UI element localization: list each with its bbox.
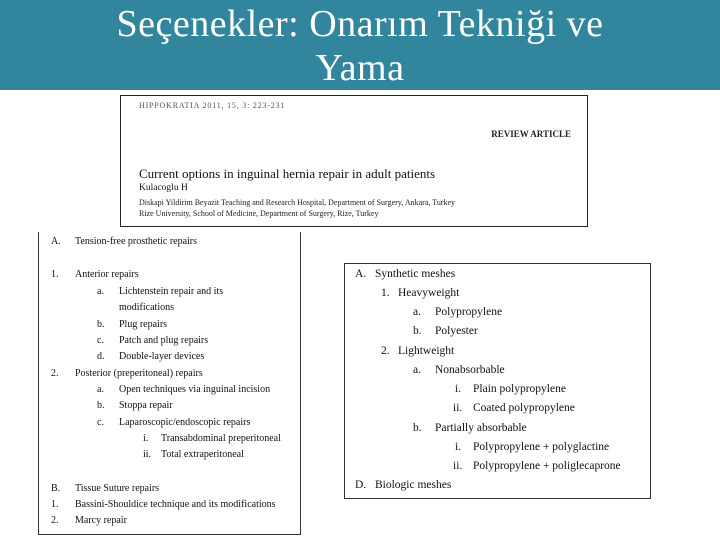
list-number: b. <box>413 422 422 434</box>
list-number: a. <box>413 364 421 376</box>
list-item: Marcy repair <box>75 515 127 526</box>
list-number: ii. <box>453 402 463 414</box>
list-item: Polypropylene + polyglactine <box>473 441 610 453</box>
list-item: Coated polypropylene <box>473 402 575 414</box>
list-item: Heavyweight <box>398 287 460 299</box>
list-item: Open techniques via inguinal incision <box>119 384 271 395</box>
list-item: Polyester <box>435 325 478 337</box>
list-item: Polypropylene + poliglecaprone <box>473 460 621 472</box>
list-number: B. <box>51 483 61 494</box>
list-number: 2. <box>51 368 59 379</box>
slide-title-line-2: Yama <box>315 47 405 89</box>
list-number: a. <box>97 286 104 297</box>
list-number: A. <box>51 236 61 247</box>
paper-header-excerpt <box>120 95 588 227</box>
list-item: Tension-free prosthetic repairs <box>75 236 198 247</box>
list-item: Tissue Suture repairs <box>75 483 160 494</box>
list-item: Posterior (preperitoneal) repairs <box>75 368 203 379</box>
list-number: b. <box>97 400 105 411</box>
list-number: b. <box>413 325 422 337</box>
list-number: c. <box>97 417 104 428</box>
list-number: d. <box>97 351 105 362</box>
list-number: i. <box>143 433 149 444</box>
list-item: Plug repairs <box>119 319 168 330</box>
list-item: Polypropylene <box>435 306 503 318</box>
list-item: Lichtenstein repair and its <box>119 286 224 297</box>
list-item: Anterior repairs <box>75 269 139 280</box>
list-number: ii. <box>143 449 152 460</box>
list-number: A. <box>355 268 367 280</box>
list-item: Partially absorbable <box>435 422 527 434</box>
list-number: 2. <box>381 345 390 357</box>
list-number: i. <box>455 383 462 395</box>
list-item: Lightweight <box>398 345 455 357</box>
list-number: D. <box>355 479 367 491</box>
list-item: Bassini-Shouldice technique and its modifications <box>75 499 276 510</box>
journal-citation: HIPPOKRATIA 2011, 15, 3: 223-231 <box>139 101 286 110</box>
list-item: Plain polypropylene <box>473 383 566 395</box>
list-item: Laparoscopic/endoscopic repairs <box>119 417 251 428</box>
list-item: Biologic meshes <box>375 479 452 491</box>
list-number: 1. <box>51 499 59 510</box>
mesh-options-list <box>344 263 651 499</box>
list-number: 1. <box>51 269 59 280</box>
list-item: Synthetic meshes <box>375 268 456 280</box>
article-type: REVIEW ARTICLE <box>491 129 571 139</box>
list-number: c. <box>97 335 104 346</box>
list-item: Total extraperitoneal <box>161 449 244 460</box>
list-number: a. <box>413 306 421 318</box>
slide-title-line-1: Seçenekler: Onarım Tekniği ve <box>116 3 604 45</box>
list-item: Double-layer devices <box>119 351 205 362</box>
list-item: Stoppa repair <box>119 400 173 411</box>
paper-title: Current options in inguinal hernia repair in adult patients <box>139 166 436 181</box>
list-number: ii. <box>453 460 463 472</box>
list-item-continuation: modifications <box>119 302 174 313</box>
list-item: Transabdominal preperitoneal <box>161 433 281 444</box>
list-item: Patch and plug repairs <box>119 335 209 346</box>
paper-affiliation-1: Diskapi Yildirim Beyazit Teaching and Research Hospital, Department of Surgery, Ankara, Turkey <box>139 198 456 207</box>
slide-title <box>0 2 720 90</box>
list-number: a. <box>97 384 104 395</box>
paper-affiliation-2: Rize University, School of Medicine, Department of Surgery, Rize, Turkey <box>139 209 379 218</box>
list-number: 1. <box>381 287 390 299</box>
list-number: 2. <box>51 515 59 526</box>
list-number: i. <box>455 441 462 453</box>
list-number: b. <box>97 319 105 330</box>
paper-author: Kulacoglu H <box>139 183 188 193</box>
list-item: Nonabsorbable <box>435 364 505 376</box>
repair-options-list <box>38 232 301 535</box>
